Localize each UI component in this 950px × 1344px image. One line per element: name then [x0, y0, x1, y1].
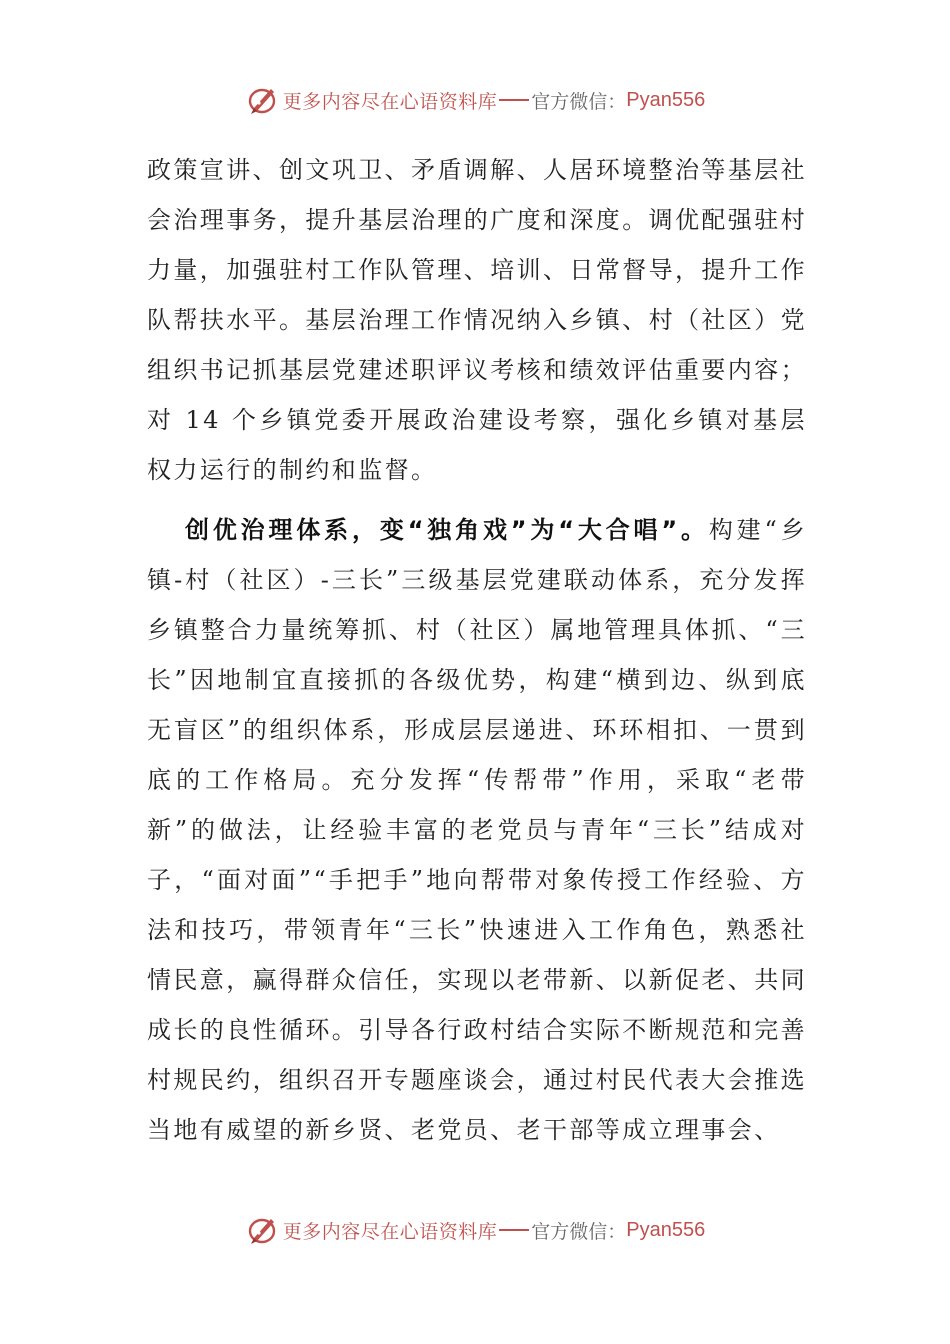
pen-nib-logo-icon [245, 1213, 279, 1247]
banner-wechat-id: Pyan556 [626, 88, 706, 111]
banner-official-label: 官方微信： [531, 1220, 627, 1243]
footer-banner [0, 1210, 950, 1250]
paragraph-1: 政策宣讲、创文巩卫、矛盾调解、人居环境整治等基层社会治理事务，提升基层治理的广度和深度。调优配强驻村力量，加强驻村工作队管理、培训、日常督导，提升工作队帮扶水平。基层治理工作情况纳入乡镇、村（社区）党组织书记抓基层党建述职评议考核和绩效评估重要内容；对 14 个乡镇党委开展政治建设考察，强化乡镇对基层权力运行的制约和监督。 [147, 156, 807, 484]
header-banner [0, 80, 950, 120]
banner-dash [499, 99, 529, 101]
pen-nib-logo-icon [245, 83, 279, 117]
banner-wechat-id: Pyan556 [626, 1218, 706, 1241]
banner-brand-text: 更多内容尽在心语资料库 [282, 1220, 498, 1243]
paragraph-2-text: 构建“乡镇-村（社区）-三长”三级基层党建联动体系，充分发挥乡镇整合力量统筹抓、村（社区）属地管理具体抓、“三长”因地制宜直接抓的各级优势，构建“横到边、纵到底无盲区”的组织体系，形成层层递进、环环相扣、一贯到底的工作格局。充分发挥“传帮带”作用，采取“老带新”的做法，让经验丰富的老党员与青年“三长”结成对子，“面对面”“手把手”地向帮带对象传授工作经验、方法和技巧，带领青年“三长”快速进入工作角色，熟悉社情民意，赢得群众信任，实现以老带新、以新促老、共同成长的良性循环。引导各行政村结合实际不断规范和完善村规民约，组织召开专题座谈会，通过村民代表大会推选当地有威望的新乡贤、老党员、老干部等成立理事会、 [147, 516, 808, 1144]
banner-official-label: 官方微信： [531, 90, 627, 113]
document-body [147, 145, 807, 1155]
banner-brand-text: 更多内容尽在心语资料库 [282, 90, 498, 113]
paragraph-2 [147, 505, 807, 1155]
paragraph-2-lead: 创优治理体系，变“独角戏”为“大合唱”。 [185, 516, 709, 544]
banner-dash [499, 1229, 529, 1231]
